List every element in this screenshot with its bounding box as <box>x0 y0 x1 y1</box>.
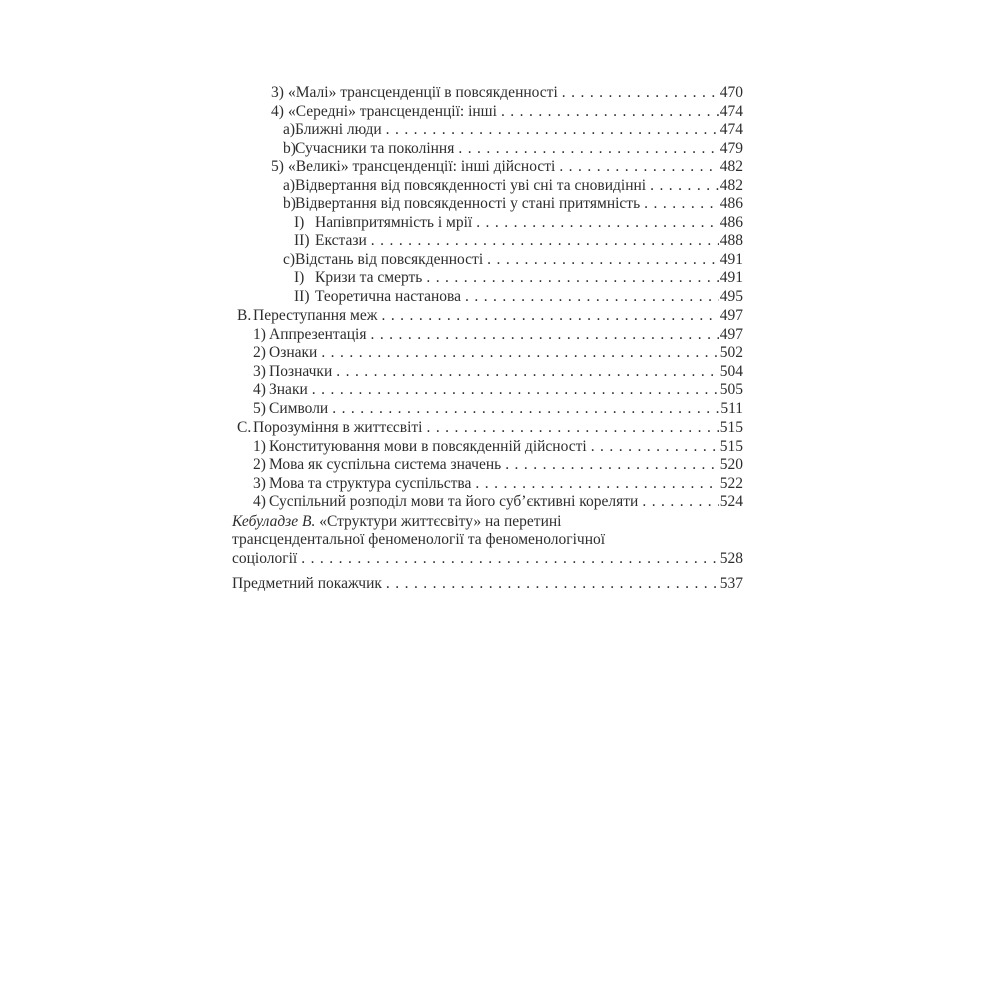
toc-entry-label: Відвертання від повсякденності у стані притямність <box>295 195 641 212</box>
toc-page-number: 505 <box>719 381 743 398</box>
toc-page-number: 502 <box>719 344 743 361</box>
toc-dot-leader <box>312 381 719 400</box>
toc-page-number: 495 <box>719 287 743 305</box>
toc-entry <box>232 531 743 550</box>
toc-entry-label: Символи <box>269 399 329 417</box>
toc-entry-marker: a) <box>283 176 296 194</box>
toc-entry <box>232 513 743 532</box>
toc-entry-label: «Великі» трансценденції: інші дійсності <box>288 158 556 175</box>
toc-entry-marker: 5) <box>253 399 266 417</box>
toc-entry <box>232 493 743 512</box>
toc-page-number: 470 <box>719 84 743 101</box>
toc-entry-marker: 3) <box>253 362 266 380</box>
toc-dot-leader <box>386 575 719 594</box>
toc-dot-leader <box>371 232 719 251</box>
toc-entry <box>232 550 743 569</box>
toc-entry <box>232 344 743 363</box>
toc-entry-label: Теоретична настанова <box>315 287 461 305</box>
toc-page-number: 486 <box>719 195 743 212</box>
toc-entry-marker: b) <box>283 139 296 157</box>
toc-dot-leader <box>650 177 719 196</box>
toc-entry-marker: I) <box>294 269 305 286</box>
toc-entry <box>232 84 743 103</box>
toc-dot-leader <box>426 269 718 288</box>
toc-entry <box>232 381 743 400</box>
toc-page-number: 515 <box>719 437 743 455</box>
toc-entry <box>232 232 743 251</box>
toc-dot-leader <box>336 363 719 382</box>
toc-page-number: 497 <box>719 325 743 343</box>
toc-dot-leader <box>332 400 719 419</box>
toc-dot-leader <box>476 214 719 233</box>
toc-entry-label: Напівпритямність і мрії <box>315 213 473 231</box>
toc-entry-marker: 2) <box>253 456 266 473</box>
toc-entry <box>232 195 743 214</box>
toc-page-number: 522 <box>719 474 743 492</box>
toc-entry-label-rest: «Структури життєсвіту» на перетині <box>315 512 562 530</box>
toc-entry-marker: 4) <box>271 102 284 120</box>
toc-entry <box>232 288 743 307</box>
toc-dot-leader <box>644 195 719 214</box>
toc-page-number: 491 <box>719 269 743 286</box>
toc-entry <box>232 140 743 159</box>
toc-entry-label: трансцендентальної феноменології та феноменологічної <box>232 531 606 548</box>
toc-entry-marker: 4) <box>253 381 266 398</box>
toc-entry-label: соціології <box>232 549 298 567</box>
toc-dot-leader <box>475 475 718 494</box>
toc-entry <box>232 214 743 233</box>
toc-entry <box>232 438 743 457</box>
toc-entry <box>232 307 743 326</box>
toc-page-number: 520 <box>719 456 743 473</box>
toc-dot-leader <box>465 288 719 307</box>
toc-entry <box>232 475 743 494</box>
toc-entry <box>232 419 743 438</box>
toc-entry-author: Кебуладзе В. <box>232 512 316 530</box>
toc-dot-leader <box>370 326 718 345</box>
toc-dot-leader <box>321 344 718 363</box>
toc-dot-leader <box>426 419 718 438</box>
toc-entry-label <box>232 513 561 532</box>
toc-entry-marker: 5) <box>271 158 284 175</box>
toc-entry-label: «Середні» трансценденції: інші <box>288 102 497 120</box>
toc-entry-label: Порозуміння в життєсвіті <box>253 419 423 436</box>
toc-entry-marker: 3) <box>271 84 284 101</box>
toc-entry-marker: I) <box>294 213 305 231</box>
toc-page-number: 474 <box>719 102 743 120</box>
toc-entry-marker: В. <box>237 307 252 324</box>
toc-page-number: 482 <box>719 158 743 175</box>
toc-entry-marker: 3) <box>253 474 266 492</box>
toc-entry <box>232 121 743 140</box>
toc-page-number: 524 <box>719 493 743 510</box>
toc-page-number: 482 <box>719 176 743 194</box>
toc-entry-marker: II) <box>294 232 310 249</box>
toc-dot-leader <box>501 103 719 122</box>
table-of-contents <box>232 84 743 594</box>
toc-entry-label: Відвертання від повсякденності уві сні та сновидінні <box>295 176 647 194</box>
toc-entry-label: Суспільний розподіл мови та його суб’єктивні кореляти <box>269 493 639 510</box>
toc-entry <box>232 363 743 382</box>
toc-entry <box>232 269 743 288</box>
toc-page-number: 491 <box>719 250 743 268</box>
toc-entry-marker: c) <box>283 250 296 268</box>
toc-entry-label: Аппрезентація <box>269 325 367 343</box>
toc-entry-label: Позначки <box>269 362 333 380</box>
toc-entry-marker: С. <box>237 419 252 436</box>
toc-dot-leader <box>381 307 718 326</box>
toc-dot-leader <box>505 456 719 475</box>
toc-dot-leader <box>642 493 718 512</box>
toc-entry-label: Ближні люди <box>295 121 382 138</box>
toc-dot-leader <box>591 438 719 457</box>
toc-page-number: 515 <box>719 419 743 436</box>
toc-entry-label: Екстази <box>315 232 367 249</box>
toc-entry-label: Відстань від повсякденності <box>295 250 484 268</box>
toc-dot-leader <box>386 121 719 140</box>
toc-entry-marker: 1) <box>253 325 266 343</box>
toc-dot-leader <box>562 84 719 103</box>
toc-entry <box>232 177 743 196</box>
toc-entry-label: Знаки <box>269 381 308 398</box>
toc-page-number: 479 <box>719 139 743 157</box>
toc-entry <box>232 400 743 419</box>
toc-entry <box>232 158 743 177</box>
toc-page-number: 511 <box>720 399 743 417</box>
toc-entry-label: «Малі» трансценденції в повсякденності <box>288 84 558 101</box>
toc-page-number: 486 <box>719 213 743 231</box>
toc-page-number: 537 <box>719 575 743 592</box>
toc-dot-leader <box>487 251 719 270</box>
toc-page-number: 504 <box>719 362 743 380</box>
toc-entry-label: Переступання меж <box>253 307 378 324</box>
toc-entry-label: Ознаки <box>269 344 318 361</box>
toc-entry <box>232 103 743 122</box>
toc-dot-leader <box>301 550 719 569</box>
toc-page-number: 497 <box>719 307 743 324</box>
toc-entry-label: Предметний покажчик <box>232 575 382 592</box>
toc-entry <box>232 456 743 475</box>
toc-entry-label: Кризи та смерть <box>315 269 423 286</box>
toc-entry-label: Мова та структура суспільства <box>269 474 472 492</box>
toc-entry-marker: 1) <box>253 437 266 455</box>
toc-entry-marker: II) <box>294 287 310 305</box>
toc-page-number: 474 <box>719 121 743 138</box>
toc-entry-label: Мова як суспільна система значень <box>269 456 502 473</box>
toc-page-number: 488 <box>719 232 743 249</box>
toc-entry <box>232 326 743 345</box>
toc-dot-leader <box>559 158 718 177</box>
toc-entry-marker: a) <box>283 121 296 138</box>
toc-entry-label: Сучасники та покоління <box>295 139 455 157</box>
toc-entry-label: Конституювання мови в повсякденній дійсності <box>269 437 587 455</box>
toc-entry-marker: 2) <box>253 344 266 361</box>
toc-entry-marker: b) <box>283 195 296 212</box>
toc-entry-marker: 4) <box>253 493 266 510</box>
toc-entry <box>232 575 743 594</box>
toc-entry <box>232 251 743 270</box>
toc-dot-leader <box>458 140 718 159</box>
toc-page-number: 528 <box>719 549 743 567</box>
